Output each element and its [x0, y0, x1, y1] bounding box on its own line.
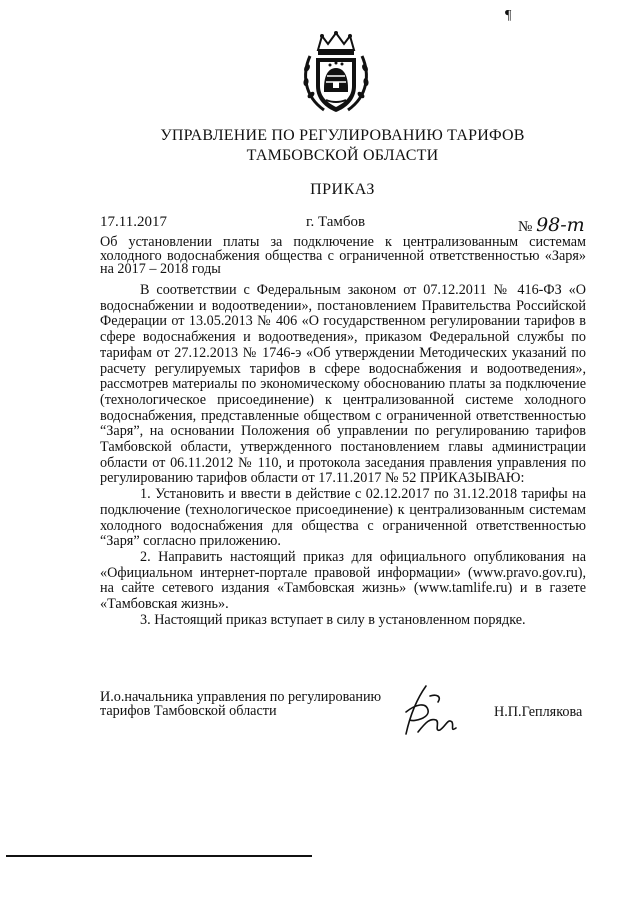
clause-2-paragraph: 2. Направить настоящий приказ для официального опубликования на «Официальном интернет-портале правовой информации» (www.pravo.gov.ru), на сайте сетевого издания «Тамбовская жизнь» (www.tamlife.ru) и в газете «Тамбовская жизнь».: [100, 548, 586, 613]
coat-of-arms-icon: [300, 30, 372, 116]
corner-mark: ¶: [505, 8, 512, 23]
signatory-name: Н.П.Геплякова: [494, 704, 583, 720]
agency-title-line1: УПРАВЛЕНИЕ ПО РЕГУЛИРОВАНИЮ ТАРИФОВ: [160, 127, 525, 144]
clause-3-paragraph: 3. Настоящий приказ вступает в силу в установленном порядке.: [140, 611, 526, 628]
signatory-role: [100, 690, 381, 718]
number-sign: №: [518, 219, 533, 235]
order-body: [100, 283, 586, 628]
signatory-role-line1: И.о.начальника управления по регулированию: [100, 689, 382, 705]
agency-title-line2: ТАМБОВСКОЙ ОБЛАСТИ: [246, 147, 439, 164]
clause-1-paragraph: 1. Установить и ввести в действие с 02.12.2017 по 31.12.2018 тарифы на подключение (технологическое присоединение) к централизованным системам холодного водоснабжения для общества с ограниченной ответственностью “Заря” согласно приложению.: [100, 486, 586, 550]
order-city: г. Тамбов: [306, 214, 366, 230]
preamble-paragraph: В соответствии с Федеральным законом от 07.12.2011 № 416-ФЗ «О водоснабжении и водоотведении», постановлением Правительства Российской Федерации от 13.05.2013 № 406 «О государственном регулировании тарифов в сфере водоснабжения и водоотведения», приказом Федеральной службы по тарифам от 27.12.2013 № 1746-э «Об утверждении Методических указаний по расчету регулируемых тарифов в сфере водоснабжения и водоотведения», рассмотрев материалы по экономическому обоснованию платы за подключение (технологическое присоединение) к централизованной системе холодного водоснабжения, представленные обществом с ограниченной ответственностью “Заря”, на основании Положения об управлении по регулированию тарифов Тамбовской области, утвержденного постановлением главы администрации области от 06.11.2012 № 110, и протокола заседания правления управления по регулированию тарифов области от 17.11.2017 № 52 ПРИКАЗЫВАЮ:: [100, 282, 586, 487]
footer-rule: [6, 855, 312, 857]
signatory-role-line2: тарифов Тамбовской области: [100, 703, 277, 719]
order-date: 17.11.2017: [100, 214, 167, 230]
handwritten-signature-icon: [396, 682, 470, 740]
order-number: [518, 214, 585, 236]
order-subject: Об установлении платы за подключение к централизованным системам холодного водоснабжения общества с ограниченной ответственностью «Заря» на 2017 – 2018 годы: [100, 234, 586, 277]
document-type: ПРИКАЗ: [310, 181, 375, 198]
handwritten-number: 98-т: [536, 214, 585, 236]
